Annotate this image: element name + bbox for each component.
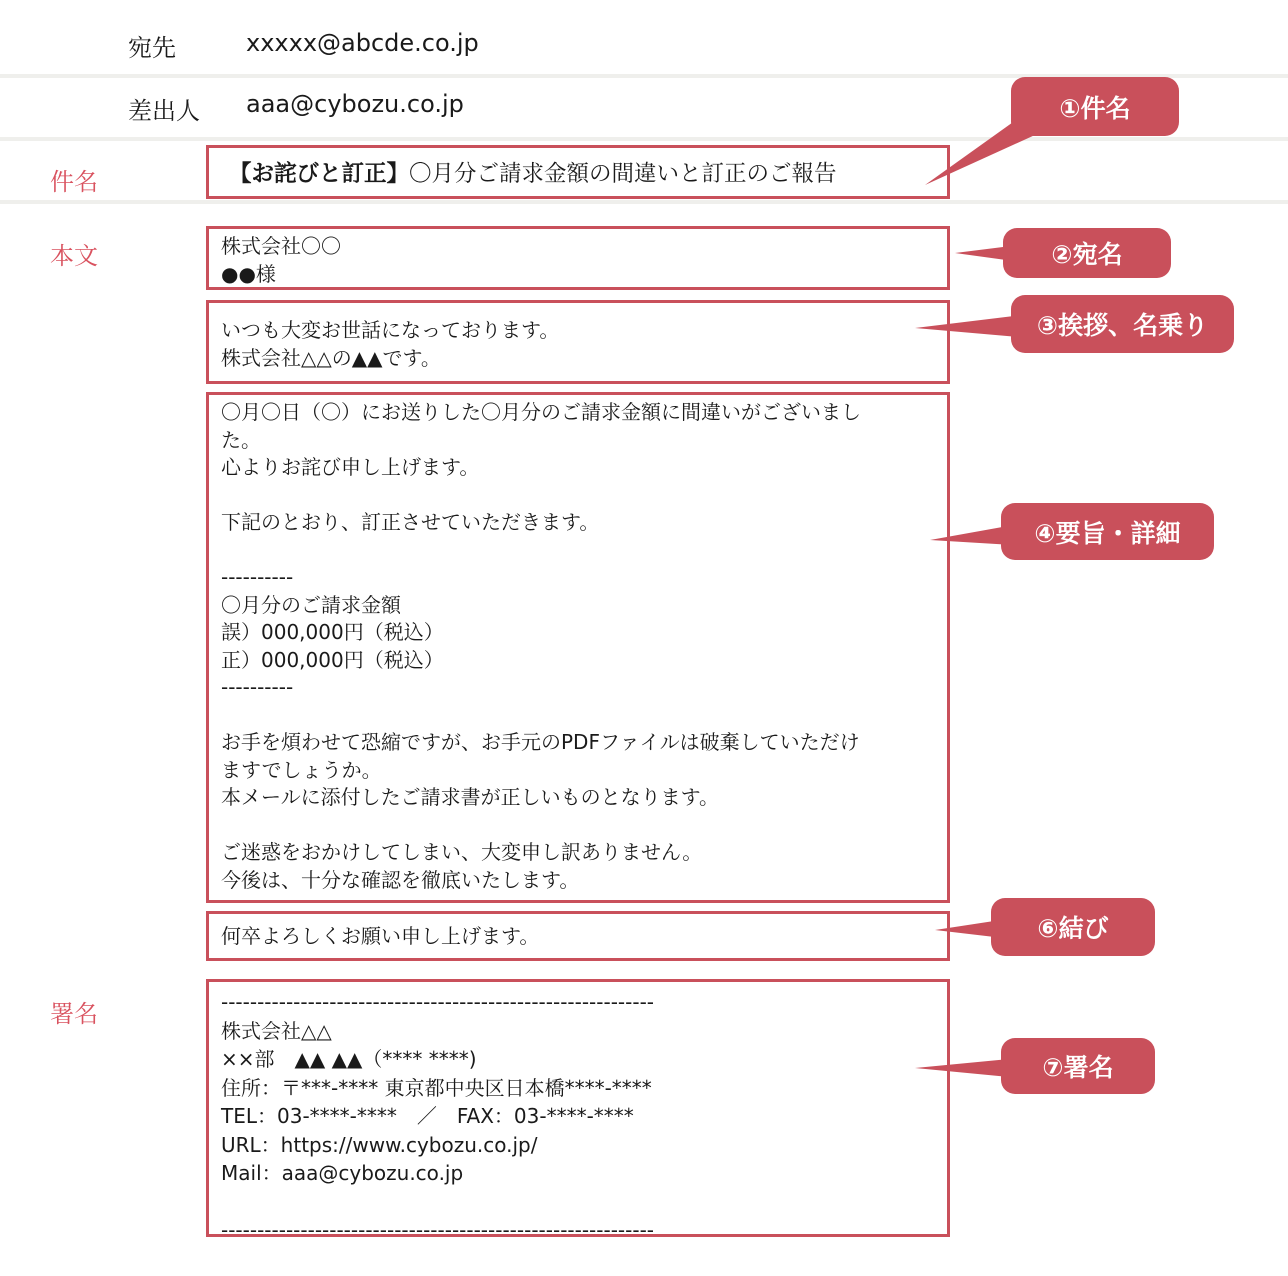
closing-text: 何卒よろしくお願い申し上げます。 — [221, 924, 540, 948]
details-text: 〇月〇日（〇）にお送りした〇月分のご請求金額に間違いがございまし た。 心よりお詫び申し上げます。 下記のとおり、訂正させていただきます。 ---------- 〇月分のご請求金額 誤）000,000円（税込） 正）000,000円（税込） ---------- お手を煩わせて恐縮ですが、お手元のPDFファイルは破棄していただけ ますでしょうか。 本メールに添付したご請求書が正しいものとなります。 ご迷惑をおかけしてしまい、大変申し訳ありません。 今後は、十分な確認を徹底いたします。 — [221, 400, 861, 892]
signature-text: ------------------------------------------------------------ 株式会社△△ ××部 ▲▲ ▲▲（**** ****) 住所：〒***-**** 東京都中央区日本橋****-**** TEL：03-****-**** ／ FAX：03-****-**** URL：https://www.cybozu.co.jp/ Mail：aaa@cybozu.co.jp ------------------------------------------------------------ — [221, 990, 655, 1242]
callout-closing: ⑥結び — [991, 898, 1155, 956]
callout-greeting: ③挨拶、名乗り — [1011, 295, 1234, 353]
greeting-text: いつも大変お世話になっております。 株式会社△△の▲▲です。 — [221, 318, 560, 370]
subject-bracket: 【お詫びと訂正】 — [229, 161, 410, 187]
subject-text: 〇月分ご請求金額の間違いと訂正のご報告 — [409, 161, 837, 187]
addressee-text: 株式会社〇〇 ●●様 — [221, 234, 341, 286]
to-label: 宛先 — [128, 34, 176, 62]
from-address: aaa@cybozu.co.jp — [246, 90, 464, 118]
to-address: xxxxx@abcde.co.jp — [246, 29, 479, 57]
from-label: 差出人 — [128, 97, 200, 125]
subject-side-label: 件名 — [50, 168, 98, 196]
callout-signature: ⑦署名 — [1001, 1038, 1155, 1094]
callout-details: ④要旨・詳細 — [1001, 503, 1214, 560]
signature-side-label: 署名 — [50, 1000, 98, 1028]
body-side-label: 本文 — [50, 242, 98, 270]
callout-subject: ①件名 — [1011, 77, 1179, 136]
callout-addressee: ②宛名 — [1003, 228, 1171, 278]
